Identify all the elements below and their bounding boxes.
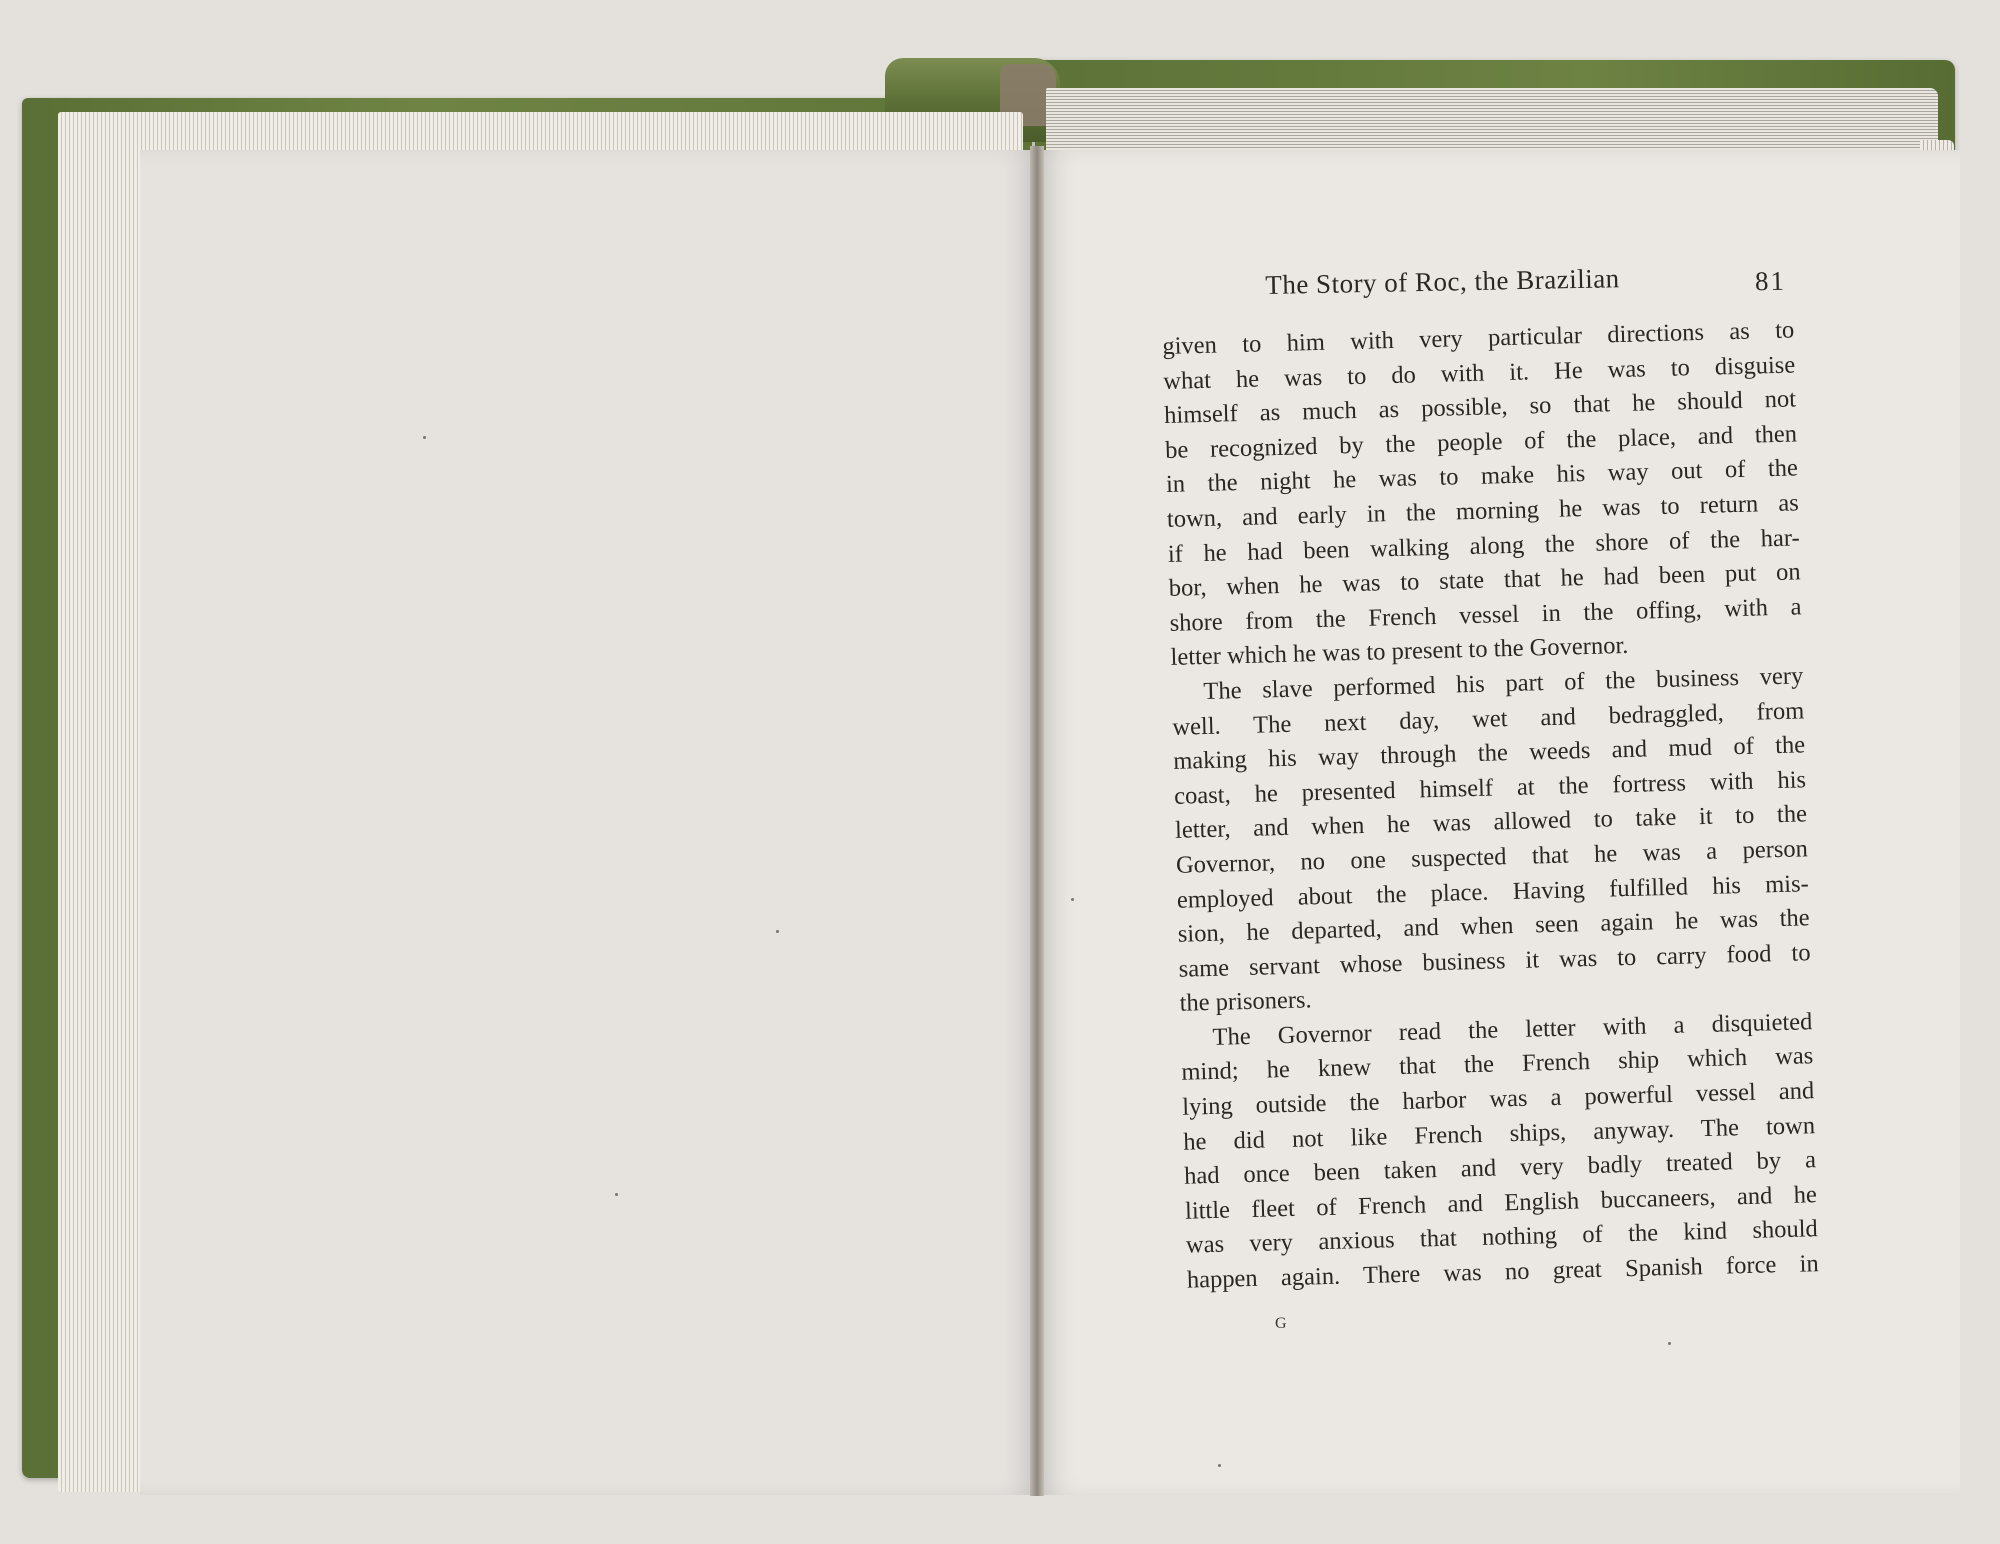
text-line: Governor, no one suspected that he was a person bbox=[1175, 835, 1809, 879]
text-line: letter, and when he was allowed to take it to the bbox=[1174, 800, 1808, 845]
text-line: the prisoners. bbox=[1179, 986, 1312, 1018]
book-gutter bbox=[1030, 146, 1044, 1496]
text-line: what he was to do with it. He was to disguise bbox=[1162, 351, 1796, 395]
text-line: if he had been walking along the shore of the har- bbox=[1167, 523, 1801, 568]
text-line: had once been taken and very badly treated by a bbox=[1183, 1146, 1817, 1190]
paper-speck bbox=[1668, 1342, 1671, 1345]
paper-speck bbox=[423, 436, 426, 439]
text-line: employed about the place. Having fulfilled his mis- bbox=[1176, 869, 1810, 914]
text-line: letter which he was to present to the Governor. bbox=[1170, 632, 1629, 672]
text-line: himself as much as possible, so that he should not bbox=[1163, 385, 1797, 430]
paper-speck bbox=[615, 1193, 618, 1196]
running-head: The Story of Roc, the Brazilian bbox=[1265, 263, 1620, 300]
page-edges-top-right bbox=[1046, 88, 1938, 158]
text-line: The Governor read the letter with a disquieted bbox=[1212, 1008, 1813, 1051]
paper-speck bbox=[1071, 898, 1074, 901]
text-line: little fleet of French and English buccaneers, and he bbox=[1184, 1181, 1818, 1225]
text-line: in the night he was to make his way out of the bbox=[1165, 454, 1799, 499]
text-line: bor, when he was to state that he had been put on bbox=[1168, 558, 1801, 603]
page-number: 81 bbox=[1754, 265, 1787, 297]
text-line: given to him with very particular directions as to bbox=[1162, 316, 1795, 360]
paper-speck bbox=[776, 930, 779, 933]
text-line: same servant whose business it was to carry food to bbox=[1178, 938, 1811, 983]
text-line: was very anxious that nothing of the kind should bbox=[1185, 1215, 1819, 1260]
paper-speck bbox=[1218, 1464, 1221, 1467]
text-line: well. The next day, wet and bedraggled, from bbox=[1172, 696, 1805, 741]
text-line: he did not like French ships, anyway. The town bbox=[1182, 1111, 1816, 1156]
text-line: sion, he departed, and when seen again he was the bbox=[1177, 904, 1810, 948]
text-line: shore from the French vessel in the offing, with a bbox=[1169, 593, 1802, 637]
signature-mark: G bbox=[1275, 1315, 1287, 1332]
text-line: lying outside the harbor was a powerful vessel and bbox=[1182, 1077, 1815, 1121]
blank-left-page bbox=[140, 150, 1033, 1495]
text-line: mind; he knew that the French ship which was bbox=[1181, 1042, 1814, 1087]
body-text bbox=[1162, 313, 1819, 1298]
text-line: happen again. There was no great Spanish force in bbox=[1186, 1250, 1820, 1294]
text-line: The slave performed his part of the business very bbox=[1203, 662, 1804, 705]
text-line: be recognized by the people of the place, and then bbox=[1164, 420, 1798, 464]
text-line: coast, he presented himself at the fortress with his bbox=[1173, 766, 1807, 810]
text-line: town, and early in the morning he was to return as bbox=[1166, 489, 1800, 533]
text-line: making his way through the weeds and mud of the bbox=[1172, 731, 1806, 775]
